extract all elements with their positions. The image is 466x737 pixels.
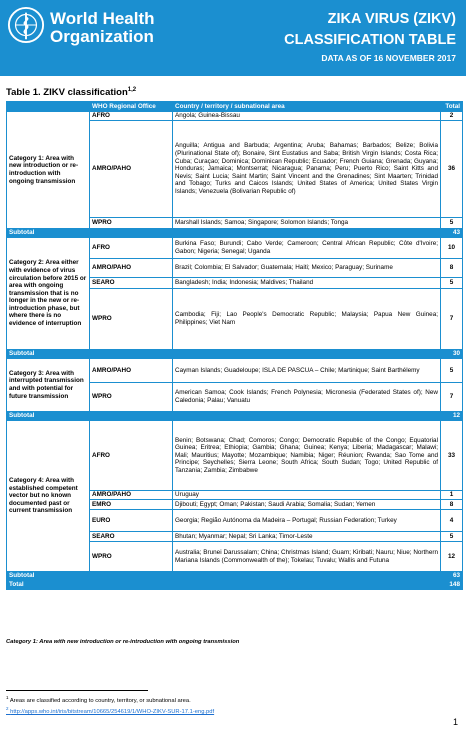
region-cell: AMRO/PAHO <box>90 121 173 218</box>
subtotal-value: 30 <box>441 350 463 359</box>
subtotal-row <box>7 350 463 359</box>
countries-cell: Djibouti; Egypt; Oman; Pakistan; Saudi Arabia; Somalia; Sudan; Yemen <box>173 500 441 510</box>
row-total: 5 <box>441 532 463 542</box>
footnote-divider <box>6 690 148 691</box>
region-cell: AMRO/PAHO <box>90 259 173 278</box>
total-label: Total <box>7 581 441 590</box>
title-line-1: ZIKA VIRUS (ZIKV) <box>327 11 456 27</box>
countries-cell: Cambodia; Fiji; Lao People's Democratic Republic; Malaysia; Papua New Guinea; Philippines; Viet Nam <box>173 289 441 350</box>
organization-name <box>50 10 155 46</box>
countries-cell: Bangladesh; India; Indonesia; Maldives; Thailand <box>173 278 441 289</box>
countries-cell: Bhutan; Myanmar; Nepal; Sri Lanka; Timor-Leste <box>173 532 441 542</box>
table-row <box>7 421 463 491</box>
title-line-2: CLASSIFICATION TABLE <box>284 32 456 48</box>
table-row <box>7 112 463 121</box>
row-total: 36 <box>441 121 463 218</box>
subtotal-value: 63 <box>441 572 463 581</box>
countries-cell: Georgia; Região Autónoma da Madeira – Portugal; Russian Federation; Turkey <box>173 510 441 532</box>
subtotal-value: 43 <box>441 229 463 238</box>
table-caption <box>6 87 136 98</box>
countries-cell: Angola; Guinea-Bissau <box>173 112 441 121</box>
region-cell: AMRO/PAHO <box>90 359 173 383</box>
category-1-label: Category 1: Area with new introduction or re-introduction with ongoing transmission <box>7 112 90 229</box>
table-row <box>7 359 463 383</box>
footnote-1 <box>6 695 191 704</box>
table-caption-refs: 1,2 <box>127 87 137 93</box>
row-total: 1 <box>441 491 463 500</box>
header-region: WHO Regional Office <box>90 102 173 112</box>
row-total: 10 <box>441 238 463 259</box>
region-cell: WPRO <box>90 383 173 412</box>
region-cell: AMRO/PAHO <box>90 491 173 500</box>
data-date: DATA AS OF 16 NOVEMBER 2017 <box>321 53 456 63</box>
subtotal-row <box>7 412 463 421</box>
region-cell: AFRO <box>90 421 173 491</box>
header-total: Total <box>441 102 463 112</box>
row-total: 8 <box>441 500 463 510</box>
header-countries: Country / territory / subnational area <box>173 102 441 112</box>
table-caption-text: Table 1. ZIKV classification <box>6 87 128 99</box>
category-2-label: Category 2: Area either with evidence of virus circulation before 2015 or area with ongoing transmission that is no longer in the new or re-introduction phase, but where there is no evidence of interruption <box>7 238 90 350</box>
row-total: 5 <box>441 278 463 289</box>
subtotal-label: Subtotal <box>7 412 441 421</box>
table-row <box>7 238 463 259</box>
countries-cell: American Samoa; Cook Islands; French Polynesia; Micronesia (Federated States of); New Caledonia; Palau; Vanuatu <box>173 383 441 412</box>
region-cell: WPRO <box>90 218 173 229</box>
footnote-2-link[interactable]: http://apps.who.int/iris/bitstream/10665/254619/1/WHO-ZIKV-SUR-17.1-eng.pdf <box>10 708 215 715</box>
footnote-1-text: Areas are classified according to country, territory, or subnational area. <box>9 697 191 704</box>
total-value: 148 <box>441 581 463 590</box>
subtotal-row <box>7 572 463 581</box>
region-cell: WPRO <box>90 542 173 572</box>
subtotal-value: 12 <box>441 412 463 421</box>
category-footnote: Category 1: Area with new introduction or re-introduction with ongoing transmission <box>6 639 240 645</box>
region-cell: SEARO <box>90 278 173 289</box>
row-total: 7 <box>441 383 463 412</box>
page-number: 1 <box>452 717 458 727</box>
row-total: 5 <box>441 359 463 383</box>
who-emblem-icon <box>7 6 45 44</box>
category-4-label: Category 4: Area with established competent vector but no known documented past or current transmission <box>7 421 90 572</box>
classification-table <box>6 101 463 590</box>
region-cell: EMRO <box>90 500 173 510</box>
table-header-row <box>7 102 463 112</box>
countries-cell: Uruguay <box>173 491 441 500</box>
region-cell: EURO <box>90 510 173 532</box>
countries-cell: Marshall Islands; Samoa; Singapore; Solomon Islands; Tonga <box>173 218 441 229</box>
footnote-2-ref: 2 <box>6 706 9 711</box>
region-cell: WPRO <box>90 289 173 350</box>
subtotal-row <box>7 229 463 238</box>
row-total: 4 <box>441 510 463 532</box>
countries-cell: Australia; Brunei Darussalam; China; Christmas Island; Guam; Kiribati; Nauru; Niue; Northern Mariana Islands (Commonwealth of the); Tokelau; Tuvalu; Wallis and Futuna <box>173 542 441 572</box>
region-cell: SEARO <box>90 532 173 542</box>
total-row <box>7 581 463 590</box>
subtotal-label: Subtotal <box>7 350 441 359</box>
countries-cell: Burkina Faso; Burundi; Cabo Verde; Cameroon; Central African Republic; Côte d'Ivoire; Gabon; Nigeria; Senegal; Uganda <box>173 238 441 259</box>
countries-cell: Cayman Islands; Guadeloupe; ISLA DE PASCUA – Chile; Martinique; Saint Barthélemy <box>173 359 441 383</box>
org-line-1: World Health <box>50 9 155 28</box>
footnote-2 <box>6 706 214 715</box>
subtotal-label: Subtotal <box>7 572 441 581</box>
countries-cell: Brazil; Colombia; El Salvador; Guatemala; Haiti; Mexico; Paraguay; Suriname <box>173 259 441 278</box>
category-3-label: Category 3: Area with interrupted transmission and with potential for future transmission <box>7 359 90 412</box>
row-total: 5 <box>441 218 463 229</box>
region-cell: AFRO <box>90 238 173 259</box>
region-cell: AFRO <box>90 112 173 121</box>
header-category <box>7 102 90 112</box>
document-header <box>0 0 466 76</box>
countries-cell: Anguilla; Antigua and Barbuda; Argentina; Aruba; Bahamas; Barbados; Belize; Bolivia (Plurinational State of); Bonaire, Sint Eustatius and Saba; British Virgin Islands; Costa Rica; Cuba; Curaçao; Dominica; Dominican Republic; Ecuador; French Guiana; Grenada; Guyana; Honduras; Jamaica; Montserrat; Nicaragua; Panama; Peru; Puerto Rico; Saint Kitts and Nevis; Saint Lucia; Saint Martin; Saint Vincent and the Grenadines; Sint Maarten; Trinidad and Tobago; Turks and Caicos Islands; United States of America; United States Virgin Islands; Venezuela (Bolivarian Republic of) <box>173 121 441 218</box>
row-total: 8 <box>441 259 463 278</box>
row-total: 12 <box>441 542 463 572</box>
footnote-1-ref: 1 <box>6 695 9 700</box>
subtotal-label: Subtotal <box>7 229 441 238</box>
row-total: 7 <box>441 289 463 350</box>
document-title <box>284 10 456 64</box>
row-total: 2 <box>441 112 463 121</box>
row-total: 33 <box>441 421 463 491</box>
org-line-2: Organization <box>50 27 154 46</box>
countries-cell: Benin; Botswana; Chad; Comoros; Congo; Democratic Republic of the Congo; Equatorial Guinea; Eritrea; Ethiopia; Gambia; Ghana; Guinea; Kenya; Liberia; Madagascar; Malawi; Mali; Mauritius; Mayotte; Mozambique; Namibia; Niger; Réunion; Rwanda; Sao Tome and Principe; Seychelles; Sierra Leone; South Africa; South Sudan; Togo; United Republic of Tanzania; Zambia; Zimbabwe <box>173 421 441 491</box>
